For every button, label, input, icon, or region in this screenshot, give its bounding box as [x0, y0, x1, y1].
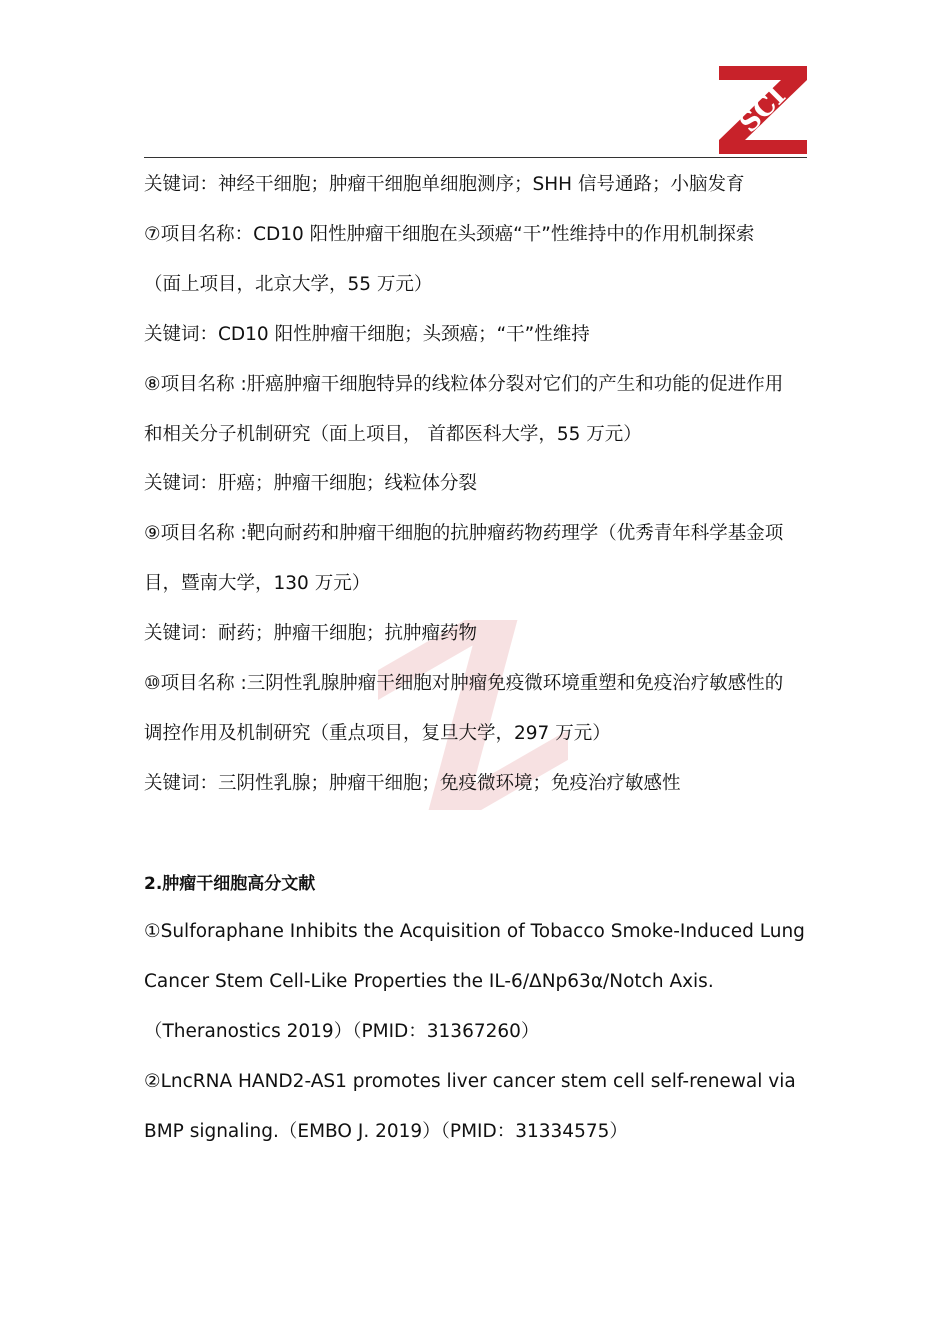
reference-2-cont: BMP signaling.（EMBO J. 2019）（PMID：31334575） [144, 1121, 628, 1142]
keywords-line: 关键词：神经干细胞；肿瘤干细胞单细胞测序；SHH 信号通路；小脑发育 [144, 174, 745, 195]
keywords-line: 关键词：肝癌；肿瘤干细胞；线粒体分裂 [144, 473, 478, 494]
reference-1-source: （Theranostics 2019）（PMID：31367260） [144, 1021, 540, 1042]
reference-1: ①Sulforaphane Inhibits the Acquisition of Tobacco Smoke-Induced Lung [144, 921, 805, 942]
reference-1-cont: Cancer Stem Cell-Like Properties the IL-6/ΔNp63α/Notch Axis. [144, 971, 714, 992]
reference-2: ②LncRNA HAND2-AS1 promotes liver cancer stem cell self-renewal via [144, 1071, 796, 1092]
project-10-title: ⑩项目名称 :三阴性乳腺肿瘤干细胞对肿瘤免疫微环境重塑和免疫治疗敏感性的 [144, 673, 784, 694]
header-rule [144, 157, 807, 158]
project-9-title: ⑨项目名称 :靶向耐药和肿瘤干细胞的抗肿瘤药物药理学（优秀青年科学基金项 [144, 523, 784, 544]
sci-logo [719, 66, 807, 154]
logo-text: SCI [734, 81, 792, 139]
section-heading: 2.肿瘤干细胞高分文献 [144, 874, 316, 894]
keywords-line: 关键词：三阴性乳腺；肿瘤干细胞；免疫微环境；免疫治疗敏感性 [144, 773, 681, 794]
project-8-title: ⑧项目名称 :肝癌肿瘤干细胞特异的线粒体分裂对它们的产生和功能的促进作用 [144, 374, 784, 395]
project-7-title: ⑦项目名称：CD10 阳性肿瘤干细胞在头颈癌“干”性维持中的作用机制探索 [144, 224, 755, 245]
project-10-detail: 调控作用及机制研究（重点项目，复旦大学，297 万元） [144, 723, 611, 744]
project-9-detail: 目，暨南大学，130 万元） [144, 573, 371, 594]
keywords-line: 关键词：CD10 阳性肿瘤干细胞；头颈癌；“干”性维持 [144, 324, 590, 345]
project-8-detail: 和相关分子机制研究（面上项目， 首都医科大学，55 万元） [144, 424, 642, 445]
project-7-detail: （面上项目，北京大学，55 万元） [144, 274, 433, 295]
keywords-line: 关键词：耐药；肿瘤干细胞；抗肿瘤药物 [144, 623, 478, 644]
